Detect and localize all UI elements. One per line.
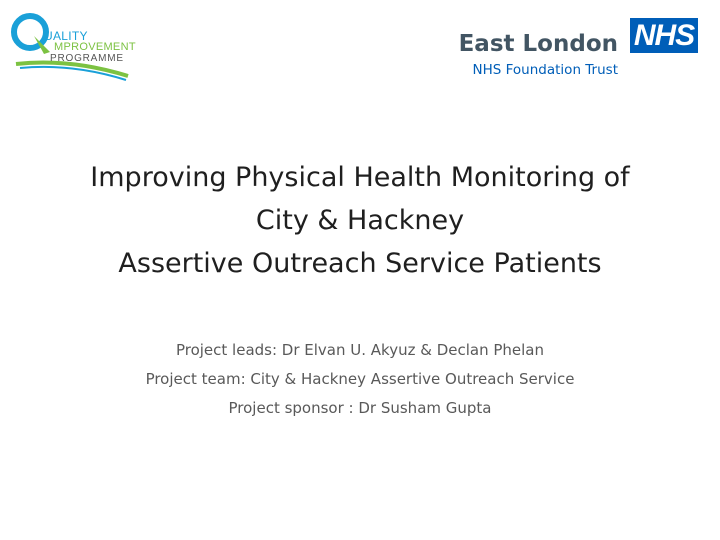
- title-line: Assertive Outreach Service Patients: [118, 248, 602, 279]
- subtitle-line-leads: Project leads: Dr Elvan U. Akyuz & Declan Phelan: [175, 341, 545, 359]
- subtitle-line-team: Project team: City & Hackney Assertive Outreach Service: [145, 370, 575, 388]
- slide-subtitle: [40, 336, 680, 423]
- title-line: City & Hackney: [255, 205, 465, 236]
- qi-line-programme: PROGRAMME: [50, 53, 124, 64]
- title-line: Improving Physical Health Monitoring of: [90, 162, 630, 193]
- nhs-trust-logo: [458, 18, 698, 83]
- qi-line-improvement: MPROVEMENT: [54, 41, 136, 53]
- nhs-trust-name: NHS Foundation Trust: [472, 62, 618, 78]
- qi-line-quality: UALITY: [44, 29, 88, 43]
- nhs-badge: NHS: [630, 18, 698, 53]
- slide-title: [40, 156, 680, 285]
- nhs-org-name: East London: [458, 31, 618, 57]
- subtitle-line-sponsor: Project sponsor : Dr Susham Gupta: [228, 399, 492, 417]
- quality-improvement-logo: [10, 10, 135, 85]
- qi-wordmark: [44, 31, 136, 64]
